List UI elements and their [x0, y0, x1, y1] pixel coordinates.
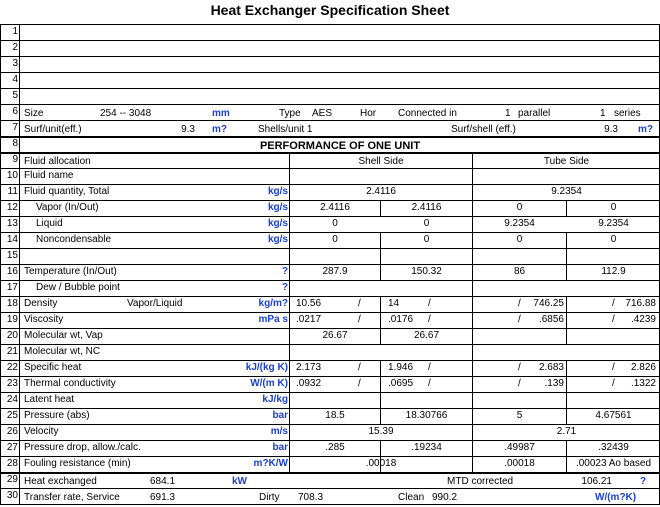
row-number: 5 — [12, 90, 18, 101]
r24-unit: kJ/kg — [262, 394, 288, 405]
grid-row-line — [0, 488, 660, 489]
row-number: 23 — [6, 378, 18, 389]
r29-mtd-label: MTD corrected — [447, 476, 514, 487]
r16-label: Temperature (In/Out) — [24, 266, 117, 277]
grid-split-line — [380, 376, 381, 392]
grid-col-line — [0, 24, 1, 504]
r16-shell-out: 150.32 — [411, 266, 442, 277]
r13-tube-in: 9.2354 — [504, 218, 535, 229]
r25-unit: bar — [272, 410, 288, 421]
r22-shell-in: 2.173 — [296, 362, 322, 373]
r7-label: Surf/unit(eff.) — [24, 124, 82, 135]
r6-hor: Hor — [360, 108, 377, 119]
r30-val: 691.3 — [150, 492, 176, 503]
grid-split-line — [380, 440, 381, 456]
r16-tube-out: 112.9 — [601, 266, 626, 277]
grid-split-line — [380, 200, 381, 216]
r20-shell-in: 26.67 — [322, 330, 348, 341]
r6-parallel: parallel — [518, 108, 551, 119]
r29-label: Heat exchanged — [24, 476, 97, 487]
row-number: 17 — [6, 282, 18, 293]
r23-sep-3: / — [518, 378, 521, 389]
r6-connected: Connected in — [398, 108, 457, 119]
r19-tube-out: .4239 — [630, 314, 656, 325]
r25-shell-out: 18.30766 — [405, 410, 448, 421]
grid-row-line — [0, 360, 660, 361]
grid-row-line — [0, 312, 660, 313]
r11-shell-value: 2.4116 — [366, 186, 396, 197]
r30-dirty-label: Dirty — [259, 492, 280, 503]
grid-split-line — [566, 408, 567, 424]
r22-tube-in: 2.683 — [538, 362, 564, 373]
r18-sep-4: / — [612, 298, 615, 309]
r29-unit: kW — [232, 476, 247, 487]
r12-shell-in: 2.4116 — [320, 202, 350, 213]
r26-label: Velocity — [24, 426, 59, 437]
grid-row-line — [0, 504, 660, 505]
row-number: 28 — [6, 458, 18, 469]
grid-split-line — [566, 328, 567, 344]
r19-shell-out: .0176 — [388, 314, 414, 325]
r18-sublabel: Vapor/Liquid — [127, 298, 183, 309]
row-number: 4 — [12, 74, 18, 85]
r18-sep-1: / — [358, 298, 361, 309]
r12-unit: kg/s — [267, 202, 288, 213]
r17-unit: ? — [281, 282, 288, 293]
grid-col-line — [472, 152, 473, 472]
grid-row-line — [0, 248, 660, 249]
r25-label: Pressure (abs) — [24, 410, 90, 421]
r19-sep-3: / — [518, 314, 521, 325]
r13-shell-out: 0 — [423, 218, 430, 229]
r16-tube-in: 86 — [513, 266, 526, 277]
grid-row-line — [0, 88, 660, 89]
r16-shell-in: 287.9 — [322, 266, 348, 277]
row-number: 24 — [6, 394, 18, 405]
grid-split-line — [566, 312, 567, 328]
spec-grid — [0, 24, 660, 507]
grid-split-line — [566, 360, 567, 376]
r27-tube-in: .49987 — [504, 442, 535, 453]
r13-shell-in: 0 — [332, 218, 338, 229]
row-number: 10 — [6, 170, 18, 181]
grid-row-line — [0, 408, 660, 409]
row-number: 6 — [12, 106, 18, 117]
r26-shell-value: 15.39 — [368, 426, 394, 437]
r28-tube-in: .00018 — [504, 458, 535, 469]
grid-row-line — [0, 328, 660, 329]
grid-row-line — [0, 184, 660, 185]
grid-col-line — [19, 24, 20, 504]
grid-split-line — [380, 232, 381, 248]
row-number: 3 — [12, 58, 18, 69]
r19-sep-4: / — [612, 314, 615, 325]
r22-label: Specific heat — [24, 362, 82, 373]
r7-val: 9.3 — [181, 124, 195, 135]
grid-row-line — [0, 120, 660, 121]
r18-unit: kg/m? — [258, 298, 288, 309]
r7-unit: m? — [212, 124, 227, 135]
r27-unit: bar — [272, 442, 288, 453]
r14-shell-in: 0 — [332, 234, 338, 245]
row-number: 29 — [6, 474, 18, 485]
row-number: 25 — [6, 410, 18, 421]
row-number: 18 — [6, 298, 18, 309]
r11-unit: kg/s — [267, 186, 288, 197]
row-number: 20 — [6, 330, 18, 341]
r9-label: Fluid allocation — [24, 156, 91, 167]
grid-col-line — [289, 152, 290, 472]
grid-row-line — [0, 56, 660, 57]
row-number: 11 — [7, 186, 18, 197]
row-number: 16 — [6, 266, 18, 277]
r23-tube-in: .139 — [544, 378, 564, 389]
grid-split-line — [566, 248, 567, 264]
row-number: 14 — [6, 234, 18, 245]
grid-split-line — [566, 232, 567, 248]
grid-row-line — [0, 40, 660, 41]
r10-label: Fluid name — [24, 170, 74, 181]
r30-label: Transfer rate, Service — [24, 492, 120, 503]
grid-row-line — [0, 200, 660, 201]
grid-split-line — [380, 328, 381, 344]
r13-label: Liquid — [36, 218, 63, 229]
r18-label: Density — [24, 298, 58, 309]
r14-label: Noncondensable — [36, 234, 112, 245]
r6-type-label: Type — [279, 108, 301, 119]
r22-sep-3: / — [518, 362, 521, 373]
r18-shell-in: 10.56 — [296, 298, 322, 309]
r18-sep-2: / — [428, 298, 431, 309]
sheet-title: Heat Exchanger Specification Sheet — [210, 2, 450, 18]
row-number: 2 — [12, 42, 18, 53]
r6-type: AES — [312, 108, 333, 119]
r18-tube-out: 716.88 — [625, 298, 656, 309]
r30-clean-label: Clean — [398, 492, 425, 503]
shell-side-header: Shell Side — [358, 156, 404, 167]
grid-row-line — [0, 264, 660, 265]
r6-label: Size — [24, 108, 44, 119]
r14-shell-out: 0 — [423, 234, 430, 245]
r7-surf-val: 9.3 — [604, 124, 618, 135]
r28-shell-value: .00018 — [365, 458, 397, 469]
r23-sep-2: / — [428, 378, 431, 389]
row-number: 8 — [12, 138, 18, 149]
grid-split-line — [566, 264, 567, 280]
r11-tube-value: 9.2354 — [551, 186, 582, 197]
grid-row-line — [0, 136, 660, 138]
r11-label: Fluid quantity, Total — [24, 186, 110, 197]
row-number: 27 — [6, 442, 18, 453]
grid-split-line — [380, 456, 381, 472]
r13-tube-out: 9.2354 — [598, 218, 629, 229]
row-number: 22 — [6, 362, 18, 373]
row-number: 15 — [6, 250, 18, 261]
grid-split-line — [566, 456, 567, 472]
r23-unit: W/(m K) — [250, 378, 288, 389]
row-number: 1 — [12, 26, 18, 37]
r27-shell-in: .285 — [325, 442, 345, 453]
row-number: 26 — [6, 426, 18, 437]
r28-unit: m?K/W — [253, 458, 288, 469]
grid-split-line — [380, 264, 381, 280]
r29-val: 684.1 — [150, 476, 176, 487]
r20-shell-out: 26.67 — [413, 330, 440, 341]
r27-tube-out: .32439 — [598, 442, 629, 453]
r19-unit: mPa s — [258, 314, 288, 325]
row-number: 21 — [6, 346, 18, 357]
r22-tube-out: 2.826 — [630, 362, 656, 373]
grid-row-line — [0, 392, 660, 393]
r12-label: Vapor (In/Out) — [36, 202, 99, 213]
grid-split-line — [566, 200, 567, 216]
r18-sep-3: / — [518, 298, 521, 309]
r7-surf-shell: Surf/shell (eff.) — [451, 124, 516, 135]
grid-split-line — [380, 248, 381, 264]
r19-label: Viscosity — [24, 314, 64, 325]
r6-series-n: 1 — [600, 108, 606, 119]
grid-split-line — [380, 360, 381, 376]
r19-sep-1: / — [358, 314, 361, 325]
grid-row-line — [0, 456, 660, 457]
grid-row-line — [0, 72, 660, 73]
r26-unit: m/s — [270, 426, 288, 437]
r23-shell-out: .0695 — [388, 378, 414, 389]
r12-tube-out: 0 — [610, 202, 617, 213]
r17-label: Dew / Bubble point — [36, 282, 120, 293]
grid-row-line — [0, 104, 660, 105]
r6-unit: mm — [212, 108, 230, 119]
row-number: 9 — [12, 154, 18, 165]
r14-tube-out: 0 — [610, 234, 617, 245]
grid-split-line — [380, 408, 381, 424]
r18-tube-in: 746.25 — [533, 298, 564, 309]
r14-unit: kg/s — [267, 234, 288, 245]
grid-split-line — [566, 376, 567, 392]
grid-row-line — [0, 376, 660, 377]
r25-tube-in: 5 — [516, 410, 523, 421]
grid-split-line — [380, 392, 381, 408]
grid-row-line — [0, 232, 660, 233]
grid-row-line — [0, 280, 660, 281]
r30-dirty-val: 708.3 — [298, 492, 324, 503]
grid-row-line — [0, 424, 660, 425]
r19-tube-in: .6856 — [538, 314, 564, 325]
r22-sep-4: / — [612, 362, 615, 373]
r12-tube-in: 0 — [516, 202, 523, 213]
row-number: 12 — [6, 202, 18, 213]
r23-tube-out: .1322 — [630, 378, 656, 389]
r6-parallel-n: 1 — [505, 108, 511, 119]
r25-shell-in: 18.5 — [325, 410, 345, 421]
r13-unit: kg/s — [267, 218, 288, 229]
r6-series: series — [614, 108, 641, 119]
r23-sep-1: / — [358, 378, 361, 389]
grid-split-line — [566, 296, 567, 312]
r29-mtd-unit: ? — [640, 476, 647, 487]
row-number: 13 — [6, 218, 18, 229]
grid-row-line — [0, 296, 660, 297]
grid-split-line — [380, 296, 381, 312]
r23-sep-4: / — [612, 378, 615, 389]
r21-label: Molecular wt, NC — [24, 346, 101, 357]
grid-row-line — [0, 216, 660, 217]
r19-sep-2: / — [428, 314, 431, 325]
r26-tube-value: 2.71 — [556, 426, 577, 437]
r22-shell-out: 1.946 — [388, 362, 414, 373]
r18-shell-out: 14 — [388, 298, 400, 309]
grid-row-line — [0, 344, 660, 345]
r30-unit: W/(m?K) — [595, 492, 637, 503]
r27-shell-out: .19234 — [411, 442, 442, 453]
r25-tube-out: 4.67561 — [595, 410, 632, 421]
r30-clean-val: 990.2 — [432, 492, 458, 503]
r28-tube-out: .00023 Ao based — [575, 458, 652, 469]
r22-sep-2: / — [428, 362, 431, 373]
r7-surf-unit: m? — [638, 124, 653, 135]
performance-header: PERFORMANCE OF ONE UNIT — [259, 140, 421, 152]
tube-side-header: Tube Side — [543, 156, 590, 167]
row-number: 30 — [6, 490, 18, 501]
grid-row-line — [0, 24, 660, 25]
grid-row-line — [0, 472, 660, 474]
grid-row-line — [0, 152, 660, 154]
r23-shell-in: .0932 — [296, 378, 322, 389]
r22-unit: kJ/(kg K) — [245, 362, 288, 373]
r27-label: Pressure drop, allow./calc. — [24, 442, 141, 453]
grid-split-line — [566, 440, 567, 456]
grid-row-line — [0, 168, 660, 169]
grid-split-line — [566, 392, 567, 408]
r28-label: Fouling resistance (min) — [24, 458, 131, 469]
r12-shell-out: 2.4116 — [411, 202, 442, 213]
grid-row-line — [0, 440, 660, 441]
row-number: 19 — [6, 314, 18, 325]
r29-mtd-val: 106.21 — [581, 476, 612, 487]
r16-unit: ? — [281, 266, 288, 277]
row-number: 7 — [12, 122, 18, 133]
r6-size: 254 -- 3048 — [100, 108, 152, 119]
r14-tube-in: 0 — [516, 234, 523, 245]
r20-label: Molecular wt, Vap — [24, 330, 103, 341]
r23-label: Thermal conductivity — [24, 378, 116, 389]
grid-split-line — [380, 312, 381, 328]
r19-shell-in: .0217 — [296, 314, 322, 325]
r22-sep-1: / — [358, 362, 361, 373]
r7-shells: Shells/unit 1 — [258, 124, 313, 135]
r24-label: Latent heat — [24, 394, 75, 405]
